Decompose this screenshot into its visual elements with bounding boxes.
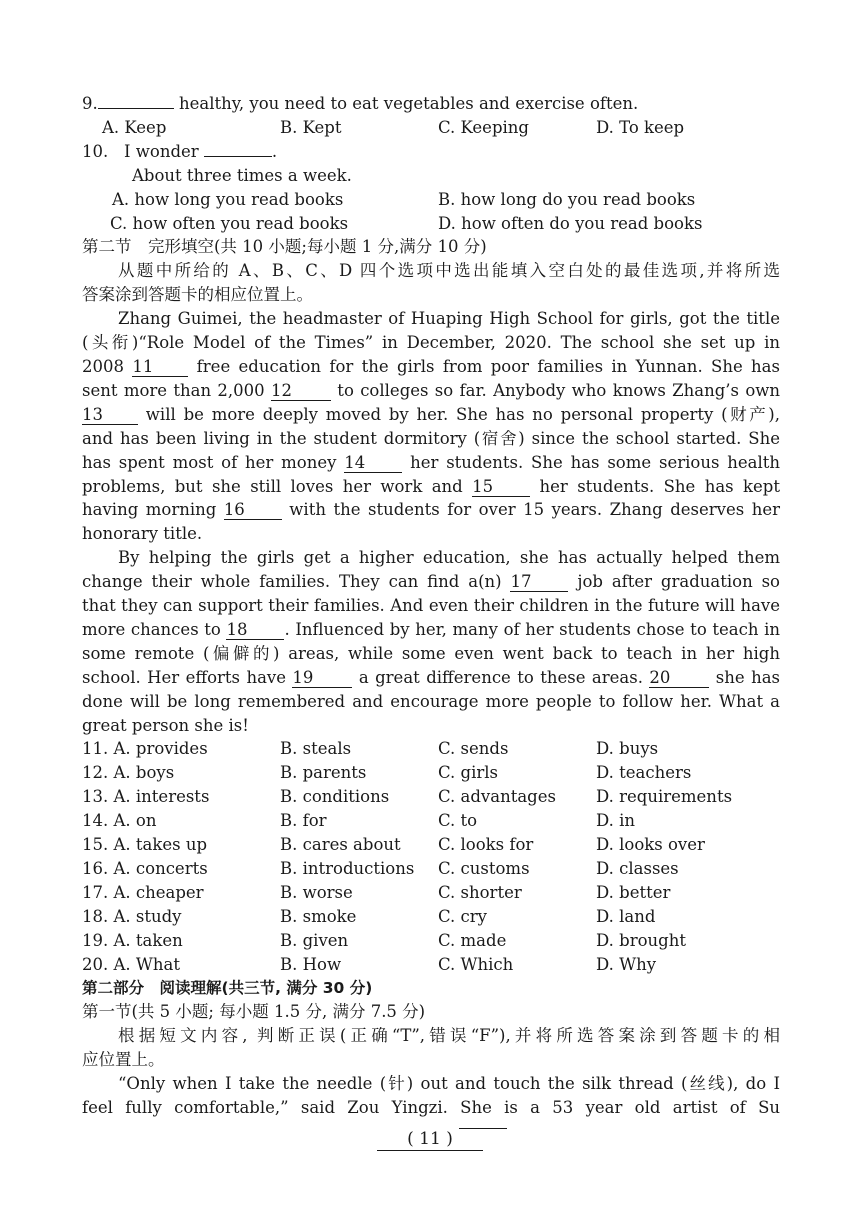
part-heading-reading: 第二部分 阅读理解(共三节, 满分 30 分) [82, 978, 373, 997]
cloze-blank: 17 [510, 573, 568, 592]
passage-line: school. Her efforts have 19 a great difference to these areas. 20 she has [82, 667, 781, 687]
cloze-options-14: 14. A. on B. for C. to D. in [82, 811, 636, 831]
passage-line: honorary title. [82, 524, 203, 544]
cloze-blank: 13 [82, 406, 138, 425]
cloze-blank: 16 [224, 501, 282, 520]
question-10-options-row1: A. how long you read books B. how long do you read books [112, 189, 696, 209]
passage-line: sent more than 2,000 12 to colleges so far. Anybody who knows Zhang’s own [82, 380, 780, 400]
passage-line: that they can support their families. And even their children in the future will have [82, 596, 780, 616]
page-number: ( 11 ) [0, 1128, 860, 1150]
question-9-options: A. Keep B. Kept C. Keeping D. To keep [102, 117, 685, 137]
page-content [82, 92, 780, 1120]
passage-line: has spent most of her money 14 her students. She has some serious health [82, 452, 781, 472]
passage-line: some remote (偏僻的) areas, while some even went back to teach in her high [82, 643, 780, 663]
reading-passage-line: feel fully comfortable,” said Zou Yingzi. She is a 53 year old artist of Su [82, 1098, 780, 1118]
cloze-options-13: 13. A. interests B. conditions C. advantages D. requirements [82, 787, 733, 807]
cloze-options-12: 12. A. boys B. parents C. girls D. teachers [82, 763, 692, 783]
passage-line: having morning 16 with the students for over 15 years. Zhang deserves her [82, 500, 780, 520]
passage-line: change their whole families. They can find a(n) 17 job after graduation so [82, 572, 780, 592]
cloze-blank: 14 [344, 454, 402, 473]
reading-instruction-line2: 应位置上。 [82, 1050, 165, 1070]
cloze-options-18: 18. A. study B. smoke C. cry D. land [82, 906, 656, 926]
passage-line: 2008 11 free education for the girls from poor families in Yunnan. She has [82, 356, 780, 376]
question-10: 10. I wonder . [82, 141, 278, 161]
cloze-options-11: 11. A. provides B. steals C. sends D. buys [82, 739, 659, 759]
question-10-reply: About three times a week. [132, 165, 352, 185]
answer-blank [204, 156, 272, 157]
passage-line: (头衔)“Role Model of the Times” in December, 2020. The school she set up in [82, 333, 780, 353]
reading-passage-line: “Only when I take the needle (针) out and touch the silk thread (丝线), do I [118, 1074, 780, 1094]
cloze-instruction-line2: 答案涂到答题卡的相应位置上。 [82, 285, 313, 305]
cloze-blank: 18 [226, 621, 284, 640]
cloze-options-15: 15. A. takes up B. cares about C. looks for D. looks over [82, 835, 705, 855]
section-heading-cloze: 第二节 完形填空(共 10 小题;每小题 1 分,满分 10 分) [82, 237, 487, 257]
cloze-instruction-line1: 从题中所给的 A、B、C、D 四个选项中选出能填入空白处的最佳选项,并将所选 [118, 261, 780, 281]
passage-line: and has been living in the student dormitory (宿舍) since the school started. She [82, 428, 780, 448]
passage-line: great person she is! [82, 715, 249, 735]
question-9: 9. healthy, you need to eat vegetables and exercise often. [82, 94, 639, 113]
passage-line: Zhang Guimei, the headmaster of Huaping High School for girls, got the title [118, 309, 780, 329]
answer-blank [98, 108, 174, 109]
cloze-blank: 19 [292, 669, 352, 688]
cloze-blank: 11 [132, 358, 188, 377]
cloze-blank: 15 [472, 478, 530, 497]
passage-line: 13 will be more deeply moved by her. She has no personal property (财产), [82, 404, 780, 424]
reading-instruction-line1: 根据短文内容, 判断正误(正确“T”,错误“F”),并将所选答案涂到答题卡的相 [118, 1026, 780, 1046]
question-10-options-row2: C. how often you read books D. how often do you read books [110, 213, 703, 233]
cloze-options-16: 16. A. concerts B. introductions C. customs D. classes [82, 859, 679, 878]
cloze-blank: 12 [271, 382, 331, 401]
passage-line: more chances to 18 . Influenced by her, many of her students chose to teach in [82, 619, 780, 639]
section-heading-reading-1: 第一节(共 5 小题; 每小题 1.5 分, 满分 7.5 分) [82, 1002, 426, 1022]
cloze-options-20: 20. A. What B. How C. Which D. Why [82, 954, 657, 974]
passage-line: done will be long remembered and encourage more people to follow her. What a [82, 691, 780, 711]
cloze-options-17: 17. A. cheaper B. worse C. shorter D. better [82, 882, 671, 902]
passage-line: By helping the girls get a higher education, she has actually helped them [118, 548, 780, 568]
cloze-blank: 20 [649, 669, 709, 688]
passage-line: problems, but she still loves her work and 15 her students. She has kept [82, 476, 780, 496]
cloze-options-19: 19. A. taken B. given C. made D. brought [82, 930, 686, 950]
